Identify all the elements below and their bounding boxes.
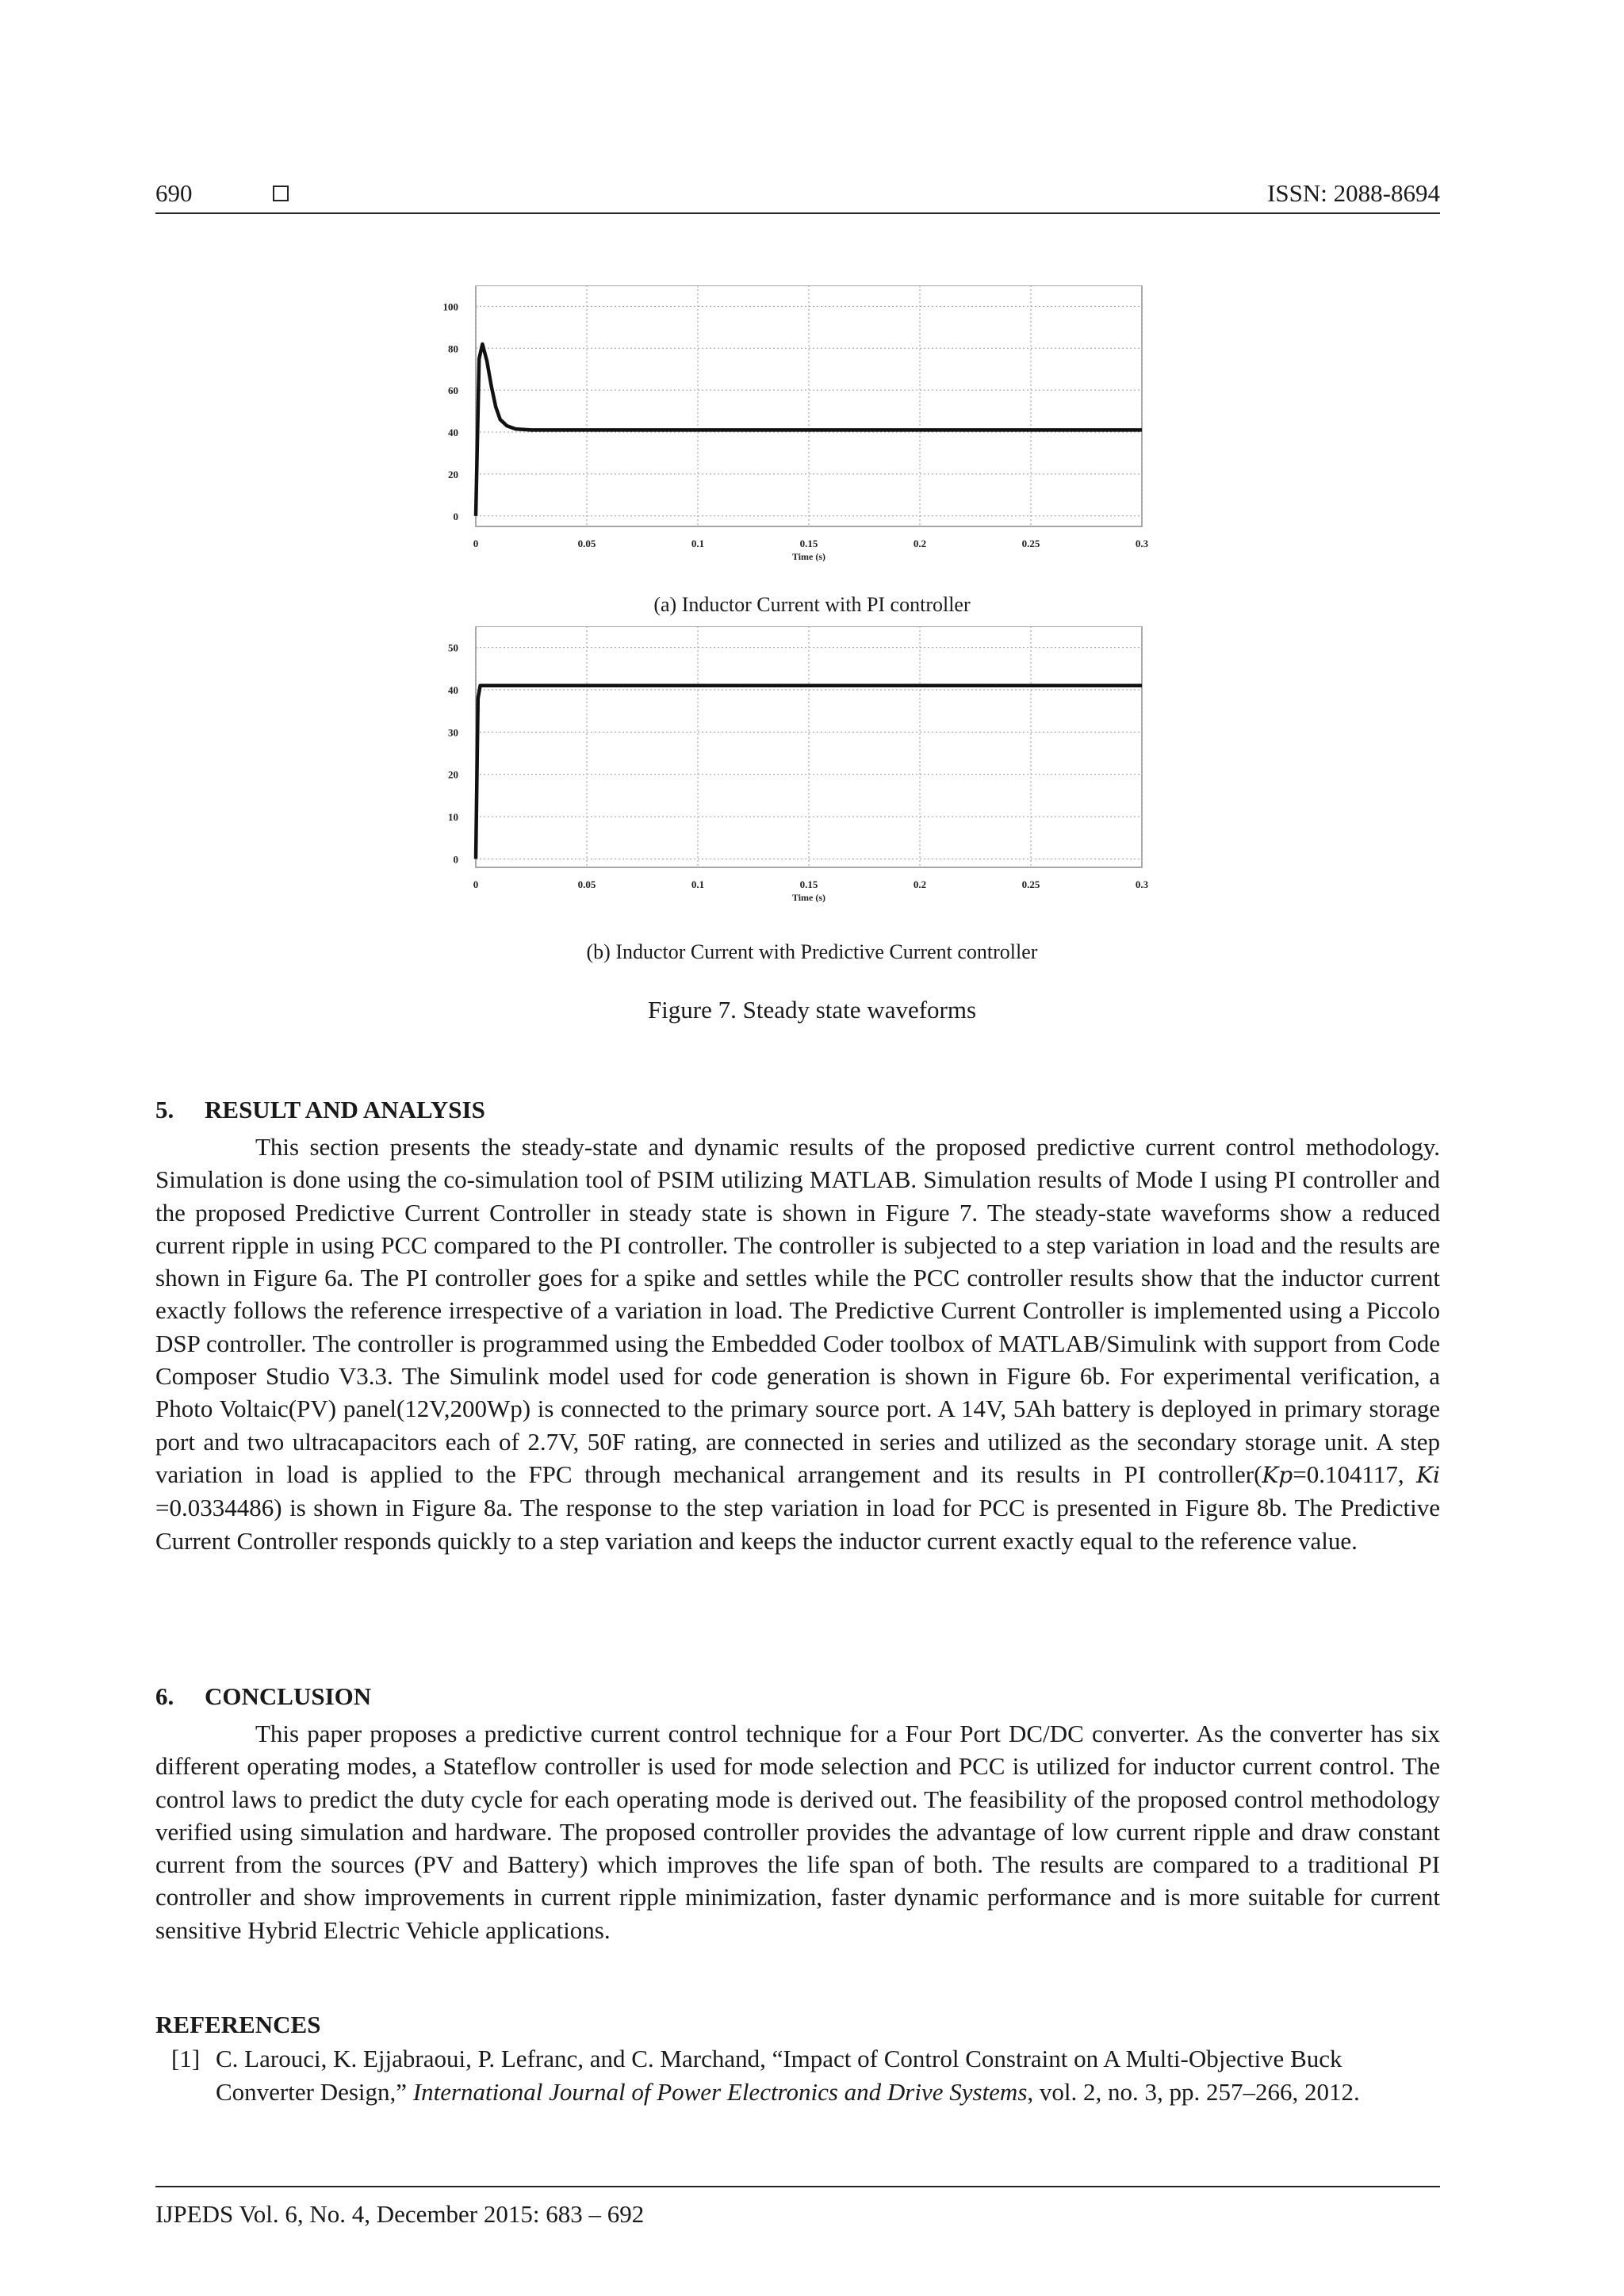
chart-a-svg [428,285,1158,587]
section-6-heading [155,1682,371,1711]
section-5-text: This section presents the steady-state and dynamic results of the proposed predictive current control methodology. Simulation is done using the co-simulation tool of PSIM utilizing MATLAB. Simulation results of Mode I using PI controller and the proposed Predictive Current Controller in steady state is shown in Figure 7. The steady-state waveforms show a reduced current ripple in using PCC compared to the PI controller. The controller is subjected to a step variation in load and the results are shown in Figure 6a. The PI controller goes for a spike and settles while the PCC controller results show that the inductor current exactly follows the reference irrespective of a variation in load. The Predictive Current Controller is implemented using a Piccolo DSP controller. The controller is programmed using the Embedded Coder toolbox of MATLAB/Simulink with support from Code Composer Studio V3.3. The Simulink model used for code generation is shown in Figure 6b. For experimental verification, a Photo Voltaic(PV) panel(12V,200Wp) is connected to the primary source port. A 14V, 5Ah battery is deployed in primary storage port and two ultracapacitors each of 2.7V, 50F rating, are connected in series and utilized as the secondary storage unit. A step variation in load is applied to the FPC through mechanical arrangement and its results in PI controller( [155,1133,1440,1488]
reference-authors-title: C. Larouci, K. Ejjabraoui, P. Lefranc, and C. Marchand, “Impact of Control Constraint on A Multi-Objective Buck Converter Design,” [216,2045,1342,2106]
section-5-title: RESULT AND ANALYSIS [205,1096,485,1123]
chart-b-x-tick-label: 0.25 [1021,878,1040,890]
chart-a-x-tick-label: 0.15 [799,538,818,549]
reference-details: , vol. 2, no. 3, pp. 257–266, 2012. [1027,2077,1360,2106]
reference-number: [1] [171,2045,201,2073]
square-icon [273,186,289,201]
chart-a-x-tick-label: 0.1 [691,538,705,549]
chart-a-x-tick-label: 0 [473,538,479,549]
subplot-a-caption: (a) Inductor Current with PI controller [653,593,971,616]
section-6-number: 6. [155,1682,174,1710]
page-footer: IJPEDS Vol. 6, No. 4, December 2015: 683 – 692 [155,2186,1440,2229]
page-header [155,176,1440,214]
chart-a-x-tick-label: 0.3 [1135,538,1149,549]
chart-a-y-tick-label: 80 [448,342,458,355]
chart-a-x-tick-label: 0.25 [1021,538,1040,549]
chart-a-y-tick-label: 60 [448,385,458,397]
section-6-paragraph: This paper proposes a predictive current control technique for a Four Port DC/DC converter. As the converter has six different operating modes, a Stateflow controller is used for mode selection and PCC is utilized for inductor current control. The control laws to predict the duty cycle for each operating mode is derived out. The feasibility of the proposed control methodology verified using simulation and hardware. The proposed controller provides the advantage of low current ripple and draw constant current from the sources (PV and Battery) which improves the life span of both. The results are compared to a traditional PI controller and show improvements in current ripple minimization, faster dynamic performance and is more suitable for current sensitive Hybrid Electric Vehicle applications. [155,1720,1440,1944]
section-5-text-end: =0.0334486) is shown in Figure 8a. The response to the step variation in load for PCC is presented in Figure 8b. The Predictive Current Controller responds quickly to a step variation and keeps the inductor current exactly equal to the reference value. [155,1494,1440,1555]
chart-a-x-tick-label: 0.05 [577,538,596,549]
references-title: REFERENCES [155,2011,321,2038]
chart-a-y-tick-label: 20 [448,468,458,480]
chart-b-y-tick-label: 40 [448,684,458,696]
chart-b-y-tick-label: 30 [448,726,458,739]
section-6-title: CONCLUSION [205,1682,372,1710]
kp-symbol: Kp [1262,1461,1293,1488]
ki-symbol: Ki [1416,1461,1440,1488]
reference-journal: International Journal of Power Electronics and Drive Systems [412,2077,1028,2106]
reference-item [155,2042,1440,2108]
chart-b-y-tick-label: 10 [448,811,458,823]
chart-b-x-tick-label: 0.3 [1135,878,1149,890]
chart-b-x-axis-label: Time (s) [791,892,826,903]
chart-b-y-tick-label: 0 [453,853,458,866]
section-5-paragraph [155,1131,1440,1557]
chart-a-x-axis-label: Time (s) [791,551,826,562]
figure-caption: Figure 7. Steady state waveforms [647,996,977,1024]
issn-label: ISSN: 2088-8694 [1267,179,1440,207]
chart-b-x-tick-label: 0.1 [691,878,705,890]
chart-b-x-tick-label: 0 [473,878,479,890]
chart-b-x-tick-label: 0.2 [913,878,927,890]
chart-a [428,285,1158,587]
chart-b-svg [428,626,1158,928]
page-number: 690 [155,179,193,207]
chart-b-x-tick-label: 0.05 [577,878,596,890]
chart-b-x-tick-label: 0.15 [799,878,818,890]
subplot-b-caption: (b) Inductor Current with Predictive Current controller [586,940,1038,963]
chart-a-y-tick-label: 100 [442,300,458,313]
section-5-heading [155,1096,485,1124]
chart-b-y-tick-label: 20 [448,768,458,781]
section-5-number: 5. [155,1096,174,1123]
chart-b-y-tick-label: 50 [448,641,458,654]
chart-a-y-tick-label: 40 [448,427,458,439]
references [155,2008,1440,2108]
chart-a-x-tick-label: 0.2 [913,538,927,549]
kp-value: =0.104117, [1293,1460,1404,1488]
chart-a-y-tick-label: 0 [453,510,458,522]
chart-b [428,626,1158,928]
